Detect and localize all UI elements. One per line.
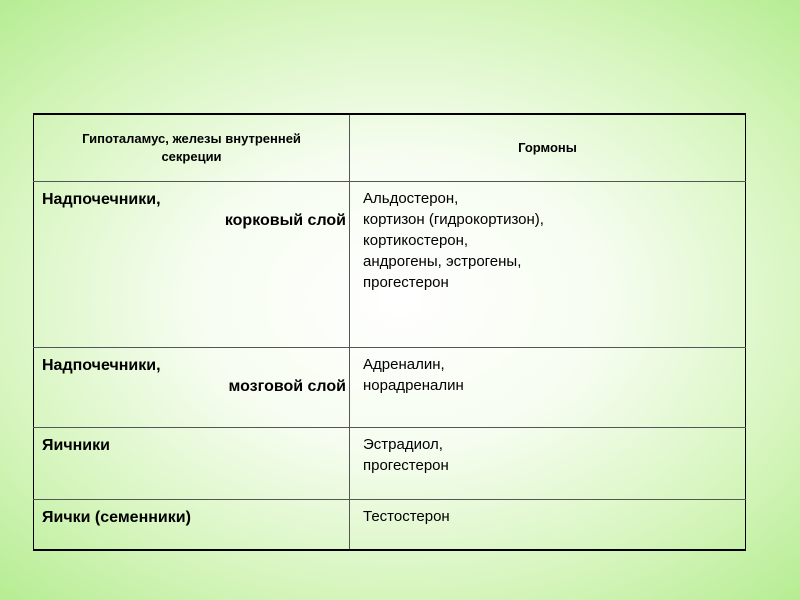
hormones-cell (350, 500, 746, 550)
hormone-line: норадреналин (363, 377, 464, 394)
gland-name: Яички (семенники) (42, 509, 191, 526)
hormones-cell (350, 428, 746, 500)
gland-name: Надпочечники, (42, 191, 161, 208)
hormone-line: кортизон (гидрокортизон), (363, 211, 544, 228)
hormone-line: Адреналин, (363, 356, 445, 373)
hormones-cell (350, 182, 746, 348)
gland-part: корковый слой (224, 212, 346, 229)
hormone-line: прогестерон (363, 457, 449, 474)
table-row (34, 500, 746, 550)
gland-name: Яичники (42, 437, 110, 454)
header-gland-cell (34, 114, 350, 182)
gland-cell (34, 182, 350, 348)
header-gland-line: Гипоталамус, железы внутренней (82, 131, 301, 146)
hormones-table (33, 113, 746, 551)
gland-name: Надпочечники, (42, 357, 161, 374)
hormone-line: андрогены, эстрогены, (363, 253, 522, 270)
gland-cell (34, 348, 350, 428)
gland-part: мозговой слой (228, 378, 346, 395)
header-hormones-cell (350, 114, 746, 182)
header-hormones-label: Гормоны (518, 140, 577, 155)
hormone-line: Тестостерон (363, 508, 450, 525)
table-row (34, 182, 746, 348)
hormone-line: Альдостерон, (363, 190, 459, 207)
table-header-row (34, 114, 746, 182)
table-row (34, 348, 746, 428)
hormone-line: Эстрадиол, (363, 436, 443, 453)
table-row (34, 428, 746, 500)
gland-cell (34, 500, 350, 550)
hormone-line: кортикостерон, (363, 232, 469, 249)
hormones-cell (350, 348, 746, 428)
header-gland-line: секреции (161, 149, 222, 164)
gland-cell (34, 428, 350, 500)
hormone-line: прогестерон (363, 274, 449, 291)
